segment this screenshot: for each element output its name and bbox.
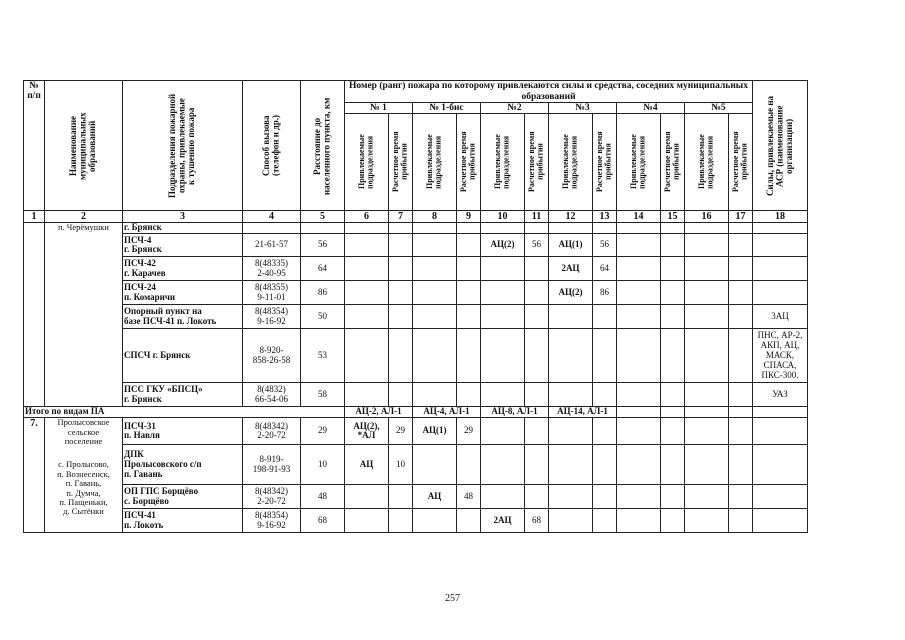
municipality-name: Пролысовское сельское поселение — [57, 417, 110, 447]
time-cell — [729, 234, 753, 257]
sub-time: Расчетное время прибытия — [525, 114, 549, 211]
time-cell — [729, 485, 753, 509]
time-cell: 10 — [389, 445, 413, 485]
time-cell — [389, 257, 413, 281]
sub-units: Привлекаемые подразделения — [685, 114, 729, 211]
units-cell — [617, 223, 661, 234]
sub-time: Расчетное время прибытия — [593, 114, 617, 211]
units-cell — [617, 445, 661, 485]
table-row — [24, 281, 808, 305]
header-num: № п/п — [24, 81, 45, 211]
units-cell — [481, 223, 525, 234]
unit-cell: г. Брянск — [123, 223, 243, 234]
units-cell: 2АЦ — [549, 257, 593, 281]
rank-3: №3 — [549, 103, 617, 114]
phone-cell — [243, 223, 301, 234]
distance-cell: 64 — [301, 257, 345, 281]
phone-cell: 8-919- 198-91-93 — [243, 445, 301, 485]
unit-cell: ОП ГПС Борщёво с. Борщёво — [123, 485, 243, 509]
column-number: 9 — [457, 211, 481, 223]
units-cell — [617, 234, 661, 257]
time-cell — [661, 223, 685, 234]
sub-time: Расчетное время прибытия — [729, 114, 753, 211]
time-cell — [389, 305, 413, 329]
units-cell: АЦ(1) — [413, 418, 457, 445]
units-cell — [345, 509, 389, 533]
time-cell — [389, 509, 413, 533]
table-row — [24, 445, 808, 485]
table-row — [24, 418, 808, 445]
time-cell — [525, 445, 549, 485]
time-cell — [389, 234, 413, 257]
column-number: 11 — [525, 211, 549, 223]
units-cell — [413, 223, 457, 234]
units-cell: АЦ — [413, 485, 457, 509]
sub-units: Привлекаемые подразделения — [413, 114, 457, 211]
header-group-title: Номер (ранг) пожара по которому привлекаются силы и средства, соседних муниципальных образований — [345, 81, 753, 103]
column-number: 15 — [661, 211, 685, 223]
units-cell — [413, 445, 457, 485]
column-number: 5 — [301, 211, 345, 223]
asr-cell — [753, 445, 808, 485]
time-cell — [593, 509, 617, 533]
units-cell — [617, 485, 661, 509]
units-cell — [345, 257, 389, 281]
units-cell — [345, 329, 389, 383]
time-cell: 86 — [593, 281, 617, 305]
header-distance: Расстояние до населенного пункта, км — [301, 81, 345, 211]
time-cell — [457, 281, 481, 305]
units-cell — [481, 305, 525, 329]
document-sheet — [23, 80, 808, 533]
totals-rank-1: АЦ-2, АЛ-1 — [345, 407, 413, 418]
time-cell — [729, 223, 753, 234]
row-number-cell: 7. — [24, 418, 45, 533]
units-cell — [549, 445, 593, 485]
time-cell: 29 — [457, 418, 481, 445]
time-cell — [593, 445, 617, 485]
distance-cell: 53 — [301, 329, 345, 383]
time-cell — [525, 418, 549, 445]
units-cell — [549, 383, 593, 407]
units-cell — [481, 329, 525, 383]
units-cell — [685, 485, 729, 509]
header-units: Подразделения пожарной охраны, привлекаемые к тушению пожара — [123, 81, 243, 211]
asr-cell — [753, 234, 808, 257]
phone-cell: 8(48355) 9-11-01 — [243, 281, 301, 305]
units-cell — [413, 329, 457, 383]
time-cell — [661, 281, 685, 305]
totals-row — [24, 407, 808, 418]
time-cell — [457, 445, 481, 485]
time-cell — [389, 485, 413, 509]
units-cell — [685, 234, 729, 257]
header-mo: Наименование муниципальных образований — [45, 81, 123, 211]
distance-cell: 50 — [301, 305, 345, 329]
column-number: 13 — [593, 211, 617, 223]
column-number: 6 — [345, 211, 389, 223]
units-cell — [413, 305, 457, 329]
units-cell — [481, 445, 525, 485]
totals-rank-1bis: АЦ-4, АЛ-1 — [413, 407, 481, 418]
units-cell — [685, 305, 729, 329]
block-cheremushki — [24, 223, 808, 407]
units-cell — [617, 305, 661, 329]
time-cell — [457, 305, 481, 329]
units-cell — [549, 223, 593, 234]
units-cell — [345, 305, 389, 329]
time-cell — [389, 383, 413, 407]
time-cell — [661, 509, 685, 533]
units-cell — [685, 281, 729, 305]
distance-cell — [301, 223, 345, 234]
unit-cell: ПСС ГКУ «БПСЦ» г. Брянск — [123, 383, 243, 407]
column-number: 16 — [685, 211, 729, 223]
units-cell — [617, 383, 661, 407]
table-row — [24, 329, 808, 383]
distance-cell: 56 — [301, 234, 345, 257]
unit-cell: ДПК Пролысовского с/п п. Гавань — [123, 445, 243, 485]
time-cell: 29 — [389, 418, 413, 445]
column-number: 17 — [729, 211, 753, 223]
time-cell — [593, 383, 617, 407]
asr-cell — [753, 223, 808, 234]
settlements-list: с. Пролысово, п. Вознесенск, п. Гавань, п. Думча, п. Пащеньки, д. Сытёнки — [57, 459, 110, 517]
block-prolysovskoe — [24, 418, 808, 533]
rank-1: № 1 — [345, 103, 413, 114]
units-cell — [345, 223, 389, 234]
table-row — [24, 383, 808, 407]
unit-cell: Опорный пункт на базе ПСЧ-41 п. Локоть — [123, 305, 243, 329]
time-cell — [661, 418, 685, 445]
totals-label: Итого по видам ПА — [24, 407, 345, 418]
units-cell — [617, 509, 661, 533]
time-cell — [661, 445, 685, 485]
sub-time: Расчетное время прибытия — [389, 114, 413, 211]
table-row — [24, 223, 808, 234]
unit-cell: ПСЧ-42 г. Карачев — [123, 257, 243, 281]
column-number: 4 — [243, 211, 301, 223]
phone-cell: 8(48342) 2-20-72 — [243, 485, 301, 509]
header-asr: Силы, привлекаемые на АСР (наименование организации) — [753, 81, 808, 211]
sub-units: Привлекаемые подразделения — [481, 114, 525, 211]
time-cell — [525, 281, 549, 305]
time-cell: 48 — [457, 485, 481, 509]
units-cell — [685, 329, 729, 383]
phone-cell: 8(48335) 2-40-95 — [243, 257, 301, 281]
unit-cell: ПСЧ-24 п. Комаричи — [123, 281, 243, 305]
time-cell — [661, 305, 685, 329]
time-cell — [729, 418, 753, 445]
units-cell — [549, 329, 593, 383]
sub-units: Привлекаемые подразделения — [617, 114, 661, 211]
units-cell — [413, 234, 457, 257]
units-cell — [685, 445, 729, 485]
time-cell — [593, 329, 617, 383]
time-cell — [593, 485, 617, 509]
units-cell — [481, 383, 525, 407]
municipality-cell — [45, 418, 123, 533]
time-cell — [729, 329, 753, 383]
units-cell — [549, 305, 593, 329]
time-cell — [729, 445, 753, 485]
column-number: 18 — [753, 211, 808, 223]
units-cell: АЦ — [345, 445, 389, 485]
asr-cell — [753, 509, 808, 533]
time-cell: 56 — [525, 234, 549, 257]
row-number-cell — [24, 223, 45, 407]
sub-time: Расчетное время прибытия — [457, 114, 481, 211]
asr-cell: ПНС, АР-2, АКП, АЦ, МАСК, СПАСА, ПКС-300. — [753, 329, 808, 383]
column-number: 8 — [413, 211, 457, 223]
asr-cell — [753, 418, 808, 445]
units-cell — [549, 418, 593, 445]
totals-rank-3: АЦ-14, АЛ-1 — [549, 407, 617, 418]
phone-cell: 8(48342) 2-20-72 — [243, 418, 301, 445]
sub-units: Привлекаемые подразделения — [549, 114, 593, 211]
time-cell — [525, 485, 549, 509]
time-cell — [661, 234, 685, 257]
units-cell — [413, 281, 457, 305]
distance-cell: 10 — [301, 445, 345, 485]
time-cell — [525, 223, 549, 234]
distance-cell: 68 — [301, 509, 345, 533]
time-cell — [525, 305, 549, 329]
column-number: 10 — [481, 211, 525, 223]
rank-5: №5 — [685, 103, 753, 114]
time-cell — [457, 509, 481, 533]
time-cell — [389, 281, 413, 305]
units-cell — [481, 485, 525, 509]
units-cell — [617, 329, 661, 383]
units-cell — [413, 509, 457, 533]
units-cell — [685, 257, 729, 281]
fire-forces-table — [23, 80, 808, 533]
units-cell: АЦ(2) — [481, 234, 525, 257]
units-cell — [685, 223, 729, 234]
units-cell: АЦ(1) — [549, 234, 593, 257]
units-cell — [549, 509, 593, 533]
phone-cell: 8(4832) 66-54-06 — [243, 383, 301, 407]
column-numbers-row — [24, 211, 808, 223]
rank-1bis: № 1-бис — [413, 103, 481, 114]
column-number: 7 — [389, 211, 413, 223]
time-cell — [593, 418, 617, 445]
rank-2: №2 — [481, 103, 549, 114]
time-cell — [661, 329, 685, 383]
time-cell — [593, 223, 617, 234]
units-cell — [345, 281, 389, 305]
column-number: 1 — [24, 211, 45, 223]
table-row — [24, 234, 808, 257]
time-cell — [729, 509, 753, 533]
time-cell: 56 — [593, 234, 617, 257]
time-cell — [729, 281, 753, 305]
distance-cell: 58 — [301, 383, 345, 407]
time-cell — [661, 485, 685, 509]
asr-cell: УАЗ — [753, 383, 808, 407]
header-call: Способ вызова (телефон и др.) — [243, 81, 301, 211]
units-cell — [549, 485, 593, 509]
table-row — [24, 485, 808, 509]
time-cell — [729, 257, 753, 281]
time-cell — [457, 234, 481, 257]
asr-cell — [753, 485, 808, 509]
units-cell — [345, 234, 389, 257]
time-cell — [593, 305, 617, 329]
column-number: 2 — [45, 211, 123, 223]
units-cell — [685, 418, 729, 445]
time-cell — [457, 223, 481, 234]
time-cell — [525, 257, 549, 281]
municipality-cell: п. Черёмушки — [45, 223, 123, 407]
distance-cell: 29 — [301, 418, 345, 445]
time-cell — [525, 329, 549, 383]
phone-cell: 21-61-57 — [243, 234, 301, 257]
page-number: 257 — [445, 593, 460, 604]
table-row — [24, 257, 808, 281]
time-cell — [457, 329, 481, 383]
column-number: 12 — [549, 211, 593, 223]
time-cell — [661, 383, 685, 407]
units-cell — [345, 383, 389, 407]
time-cell: 68 — [525, 509, 549, 533]
unit-cell: ПСЧ-31 п. Навля — [123, 418, 243, 445]
units-cell — [481, 418, 525, 445]
sub-units: Привлекаемые подразделения — [345, 114, 389, 211]
time-cell — [389, 329, 413, 383]
rank-4: №4 — [617, 103, 685, 114]
distance-cell: 48 — [301, 485, 345, 509]
units-cell: 2АЦ — [481, 509, 525, 533]
units-cell — [617, 281, 661, 305]
time-cell — [729, 383, 753, 407]
units-cell: АЦ(2), *АЛ — [345, 418, 389, 445]
units-cell — [685, 383, 729, 407]
units-cell — [685, 509, 729, 533]
phone-cell: 8(48354) 9-16-92 — [243, 509, 301, 533]
units-cell — [413, 257, 457, 281]
time-cell: 64 — [593, 257, 617, 281]
time-cell — [457, 257, 481, 281]
units-cell — [413, 383, 457, 407]
asr-cell: 3АЦ — [753, 305, 808, 329]
asr-cell — [753, 281, 808, 305]
unit-cell: ПСЧ-4 г. Брянск — [123, 234, 243, 257]
sub-time: Расчетное время прибытия — [661, 114, 685, 211]
units-cell — [617, 418, 661, 445]
asr-cell — [753, 257, 808, 281]
phone-cell: 8(48354) 9-16-92 — [243, 305, 301, 329]
table-row — [24, 509, 808, 533]
time-cell — [729, 305, 753, 329]
units-cell — [481, 257, 525, 281]
phone-cell: 8-920- 858-26-58 — [243, 329, 301, 383]
distance-cell: 86 — [301, 281, 345, 305]
totals-rank-2: АЦ-8, АЛ-1 — [481, 407, 549, 418]
time-cell — [525, 383, 549, 407]
column-number: 3 — [123, 211, 243, 223]
units-cell — [481, 281, 525, 305]
time-cell — [661, 257, 685, 281]
unit-cell: ПСЧ-41 п. Локоть — [123, 509, 243, 533]
table-row — [24, 305, 808, 329]
units-cell — [345, 485, 389, 509]
time-cell — [389, 223, 413, 234]
unit-cell: СПСЧ г. Брянск — [123, 329, 243, 383]
column-number: 14 — [617, 211, 661, 223]
time-cell — [457, 383, 481, 407]
units-cell — [617, 257, 661, 281]
units-cell: АЦ(2) — [549, 281, 593, 305]
